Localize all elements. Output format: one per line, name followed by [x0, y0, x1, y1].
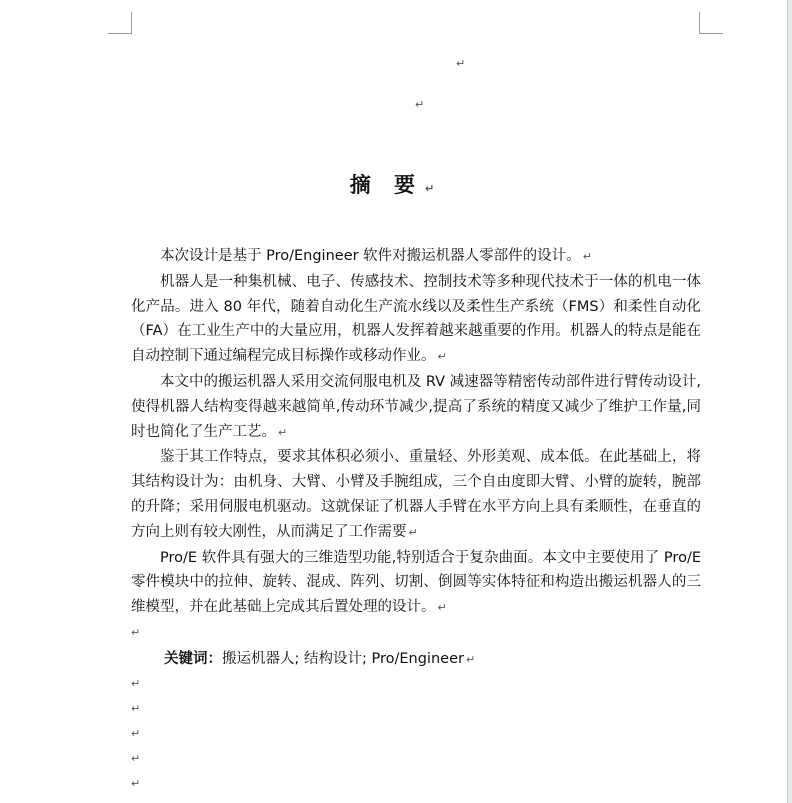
- window-edge: [787, 0, 792, 803]
- paragraph-mark-icon: ↵: [408, 525, 418, 539]
- title-text: 摘 要: [349, 173, 424, 197]
- keywords-text: 搬运机器人; 结构设计; Pro/Engineer: [222, 651, 464, 667]
- paragraph-text: 鉴于其工作特点，要求其体积必须小、重量轻、外形美观、成本低。在此基础上，将其结构设计为：由机身、大臂、小臂及手腕组成，三个自由度即大臂、小臂的旋转，腕部的升降；采用伺服电机驱动。这就保证了机器人手臂在水平方向上具有柔顺性，在垂直的方向上则有较大刚性，从而满足了工作需要: [131, 449, 701, 540]
- keywords-line[interactable]: [164, 647, 475, 668]
- paragraph[interactable]: [131, 270, 701, 370]
- abstract-body[interactable]: [131, 244, 701, 621]
- paragraph-mark-icon: ↵: [465, 653, 476, 666]
- paragraph-mark-icon: ↵: [131, 702, 141, 715]
- paragraph-mark-icon: ↵: [131, 727, 141, 740]
- margin-corner-top-left: [131, 12, 132, 34]
- paragraph-mark-icon: ↵: [131, 626, 141, 639]
- paragraph-mark-icon: ↵: [131, 777, 141, 790]
- paragraph[interactable]: [131, 244, 701, 270]
- paragraph-mark-icon: ↵: [582, 250, 592, 263]
- paragraph[interactable]: [131, 546, 701, 621]
- paragraph-mark-icon: ↵: [415, 98, 425, 111]
- paragraph-text: Pro/E 软件具有强大的三维造型功能,特别适合于复杂曲面。本文中主要使用了 Pro/E 零件模块中的拉伸、旋转、混成、阵列、切割、倒圆等实体特征和构造出搬运机器人的三维模型，并在此基础上完成其后置处理的设计。: [131, 549, 701, 616]
- paragraph-mark-icon: ↵: [456, 57, 466, 70]
- paragraph-mark-icon: ↵: [131, 677, 141, 690]
- paragraph-mark-icon: ↵: [437, 601, 447, 615]
- margin-corner-top-right: [699, 12, 700, 34]
- page-title[interactable]: [0, 169, 792, 199]
- paragraph-text: 机器人是一种集机械、电子、传感技术、控制技术等多种现代技术于一体的机电一体化产品。进入 80 年代，随着自动化生产流水线以及柔性生产系统（FMS）和柔性自动化（FA）在工业生产中的大量应用，机器人发挥着越来越重要的作用。机器人的特点是能在自动控制下通过编程完成目标操作或移动作业。: [131, 273, 701, 365]
- paragraph[interactable]: [131, 445, 701, 545]
- margin-corner-top-right-h: [699, 33, 723, 34]
- paragraph-text: 本文中的搬运机器人采用交流伺服电机及 RV 减速器等精密传动部件进行臂传动设计,使得机器人结构变得越来越简单,传动环节减少,提高了系统的精度又减少了维护工作量,同时也简化了生产工艺。: [131, 373, 701, 440]
- keywords-label: 关键词：: [164, 651, 222, 667]
- margin-corner-top-left-h: [108, 33, 132, 34]
- paragraph-text: 本次设计是基于 Pro/Engineer 软件对搬运机器人零部件的设计。: [160, 248, 581, 264]
- paragraph-mark-icon: ↵: [131, 752, 141, 765]
- paragraph-mark-icon: ↵: [278, 425, 288, 439]
- paragraph-mark-icon: ↵: [437, 350, 447, 364]
- paragraph[interactable]: [131, 370, 701, 445]
- paragraph-mark-icon: ↵: [425, 182, 443, 195]
